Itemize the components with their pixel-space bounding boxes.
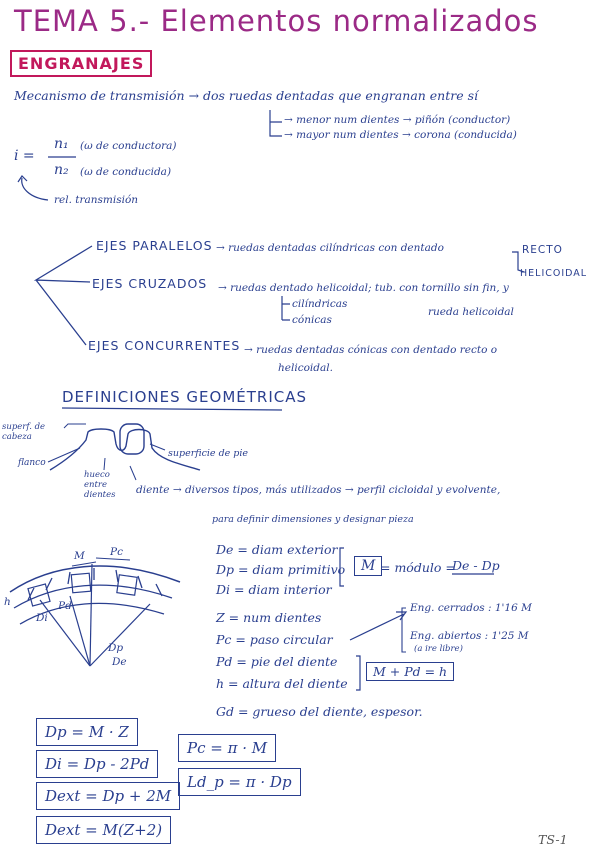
def-Pd: Pd = pie del diente — [216, 654, 338, 669]
ejes-concurrentes: EJES CONCURRENTES — [88, 338, 241, 353]
diagram-M: M — [74, 550, 85, 562]
diagram-Pc: Pc — [110, 546, 123, 558]
ejes-cruzados-desc: → ruedas dentado helicoidal; tub. con tornillo sin fin, y — [218, 282, 509, 294]
conicas: cónicas — [292, 314, 332, 326]
eng-abiertos: Eng. abiertos : 1'25 M — [410, 630, 529, 642]
rel-transmision: rel. transmisión — [54, 194, 139, 206]
module-M: M — [354, 556, 382, 576]
diagram-h: h — [4, 596, 11, 608]
diente-desc: diente → diversos tipos, más utilizados → perfil cicloidal y evolvente, — [136, 484, 501, 496]
def-h: h = altura del diente — [216, 676, 348, 691]
label-flanco: flanco — [18, 458, 46, 468]
formula-dext2: Dext = M(Z+2) — [36, 816, 171, 844]
def-Dp: Dp = diam primitivo — [216, 562, 346, 577]
formula-dp: Dp = M · Z — [36, 718, 138, 746]
helicoidal2: helicoidal. — [278, 362, 333, 374]
module-text: = módulo = — [380, 560, 456, 575]
aire-libre: (a ire libre) — [414, 644, 463, 654]
diagram-Pd: Pd — [58, 600, 72, 612]
rueda-helicoidal: rueda helicoidal — [428, 306, 514, 318]
page-number: TS-1 — [538, 832, 568, 847]
n1: n₁ — [54, 136, 69, 152]
ejes-cruzados: EJES CRUZADOS — [92, 276, 208, 291]
module-fraction: De - Dp — [452, 558, 500, 573]
para-definir: para definir dimensiones y designar pieza — [212, 514, 414, 525]
def-Pc: Pc = paso circular — [216, 632, 333, 647]
n1-note: (ω de conductora) — [80, 140, 177, 152]
def-Z: Z = num dientes — [216, 610, 322, 625]
mechanism-text: Mecanismo de transmisión → dos ruedas dentadas que engranan entre sí — [14, 88, 479, 103]
def-Gd: Gd = grueso del diente, espesor. — [216, 704, 423, 719]
diagram-Dp: Dp — [108, 642, 124, 654]
ejes-paralelos-desc: → ruedas dentadas cilíndricas con dentado — [216, 242, 444, 254]
formula-ld: Ld_p = π · Dp — [178, 768, 301, 796]
diagram-De: De — [112, 656, 127, 668]
ejes-concurrentes-desc: → ruedas dentadas cónicas con dentado recto o — [244, 344, 498, 356]
recto: RECTO — [522, 244, 563, 256]
section-engranajes: ENGRANAJES — [10, 50, 152, 77]
m-plus-pd: M + Pd = h — [366, 662, 454, 681]
formula-dext1: Dext = Dp + 2M — [36, 782, 180, 810]
label-superf-cabeza: superf. de cabeza — [2, 422, 46, 442]
label-hueco: hueco entre dientes — [84, 470, 116, 500]
i-symbol: i = — [14, 148, 35, 164]
corona-text: → mayor num dientes → corona (conducida) — [284, 129, 517, 141]
n2-note: (ω de conducida) — [80, 166, 172, 178]
formula-pc: Pc = π · M — [178, 734, 276, 762]
cilindricas: cilíndricas — [292, 298, 348, 310]
helicoidal: HELICOIDAL — [520, 268, 588, 279]
eng-cerrados: Eng. cerrados : 1'16 M — [410, 602, 532, 614]
formula-di: Di = Dp - 2Pd — [36, 750, 158, 778]
pinon-text: → menor num dientes → piñón (conductor) — [284, 114, 511, 126]
diagram-Di: Di — [36, 612, 48, 624]
label-superf-pie: superficie de pie — [168, 448, 249, 459]
ejes-paralelos: EJES PARALELOS — [96, 238, 213, 253]
n2: n₂ — [54, 162, 69, 178]
def-De: De = diam exterior — [216, 542, 338, 557]
def-Di: Di = diam interior — [216, 582, 332, 597]
section-definiciones: DEFINICIONES GEOMÉTRICAS — [62, 388, 308, 406]
page-title: TEMA 5.- Elementos normalizados — [14, 4, 539, 38]
